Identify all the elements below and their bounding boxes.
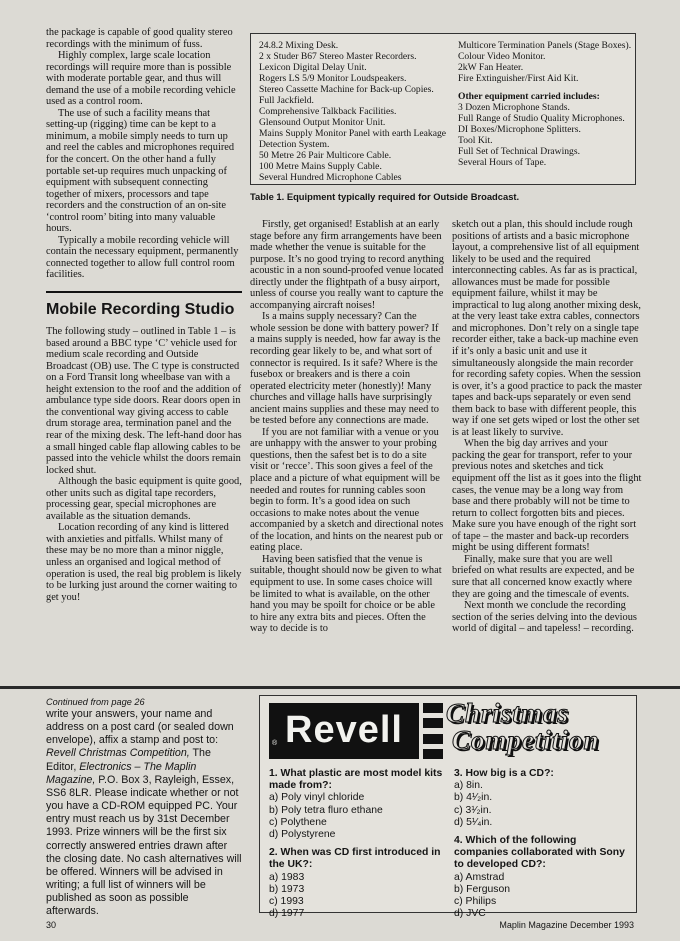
equipment-item: Full Jackfield. xyxy=(259,95,314,106)
equipment-item: Full Set of Technical Drawings. xyxy=(458,146,580,157)
answer-option: c) 1993 xyxy=(269,896,304,908)
equipment-item: 50 Metre 26 Pair Multicore Cable. xyxy=(259,150,392,161)
revell-logo: Revell xyxy=(269,703,419,759)
competition-instructions xyxy=(46,697,242,919)
equipment-list-column xyxy=(259,40,449,183)
right-text-column xyxy=(452,219,642,635)
paragraph: Although the basic equipment is quite good, other units such as digital tape recorders, processing gear, special microphones are available as the situation demands. xyxy=(46,476,242,522)
registered-mark: ® xyxy=(272,740,278,747)
continued-note: Continued from page 26 xyxy=(46,697,145,707)
page-number: 30 xyxy=(46,920,57,930)
instructions-text: The Editor, xyxy=(46,747,211,773)
equipment-item: Lexicon Digital Delay Unit. xyxy=(259,62,367,73)
equipment-item: 100 Metre Mains Supply Cable. xyxy=(259,161,382,172)
footer-magazine-issue: Maplin Magazine December 1993 xyxy=(499,920,634,930)
magazine-name: Electronics – The Maplin Magazine, xyxy=(46,760,197,786)
paragraph: Location recording of any kind is littered with anxieties and pitfalls. Whilst many of these may be no more than a minor niggle, unless an organised and logical method of operation is used, the real big problem is likely to be lurking just around the corner waiting to get you! xyxy=(46,522,242,603)
competition-name: Revell Christmas Competition, xyxy=(46,747,190,760)
paragraph: Is a mains supply necessary? Can the whole session be done with battery power? If a mains supply is needed, how far away is the recording gear likely to be, and what sort of connector is required. Is it safe? Where is the fusebox or breakers and is there a coin operated electricity meter (honestly)! Many churches and village halls have surprisingly ancient mains supplies and these may need to be tested before any connections are made. xyxy=(250,311,441,427)
title-line: Christmas xyxy=(446,698,570,728)
paragraph: sketch out a plan, this should include rough positions of artists and a basic microphone layout, a comprehensive list of all equipment likely to be used and the required interconnecting cables. As far as is practical, allowances must be made for possible equipment failure, whilst it may be impractical to lug along another mixing desk, at the very least take extra cables, connectors and microphones. Don’t rely on a single tape recorder either, take a back-up machine even if it’s only a basic unit and use it simultaneously alongside the main recorder for recording safety copies. When the session is over, it’s a good practice to pack the master tapes and back-ups separately or even send them back to base with different people, this way if one set gets wiped or lost the other set is at least likely to survive. xyxy=(452,219,643,438)
equipment-item: Glensound Output Monitor Unit. xyxy=(259,117,386,128)
answer-option: d) JVC xyxy=(454,908,486,920)
logo-bars-icon xyxy=(423,703,443,759)
competition-box xyxy=(259,695,637,920)
table-caption: Table 1. Equipment typically required for Outside Broadcast. xyxy=(250,191,520,202)
questions-column xyxy=(269,768,449,920)
section-divider xyxy=(0,686,680,689)
equipment-table-box xyxy=(250,33,636,185)
equipment-item: DI Boxes/Microphone Splitters. xyxy=(458,124,581,135)
paragraph: Highly complex, large scale location recordings will require more than is possible with moderate portable gear, and thus will demand the use of a mobile recording vehicle used as a control room. xyxy=(46,50,236,108)
question: 2. When was CD first introduced in the UK?: xyxy=(269,847,441,871)
answer-option: d) Polystyrene xyxy=(269,829,336,841)
answer-option: a) Poly vinyl chloride xyxy=(269,792,365,804)
paragraph: The following study – outlined in Table 1 – is based around a BBC type ‘C’ vehicle used for medium scale recording and Outside Broadcast (OB) use. The C type is constructed on a Ford Transit long wheelbase van with a height extension to the roof and the addition of ambulance type side doors. Rear doors open in the conventional way giving access to cable drum storage area, termination panel and the rear of the mixing desk. The left-hand door has a small hinged cable flap allowing cables to be passed into the vehicle whilst the doors remain locked shut. xyxy=(46,326,242,476)
paragraph: When the big day arrives and your packing the gear for transport, refer to your previous notes and sketches and tick equipment off the list as it goes into the flight cases, the venue may be a long way from base and there probably will not be time to return to collect forgotten bits and pieces. Make sure you have enough of the right sort of tape – the master and back-up recorders might be using different formats! xyxy=(452,438,642,554)
instructions-text: write your answers, your name and address on a post card (or sealed down envelope), affix a stamp and post to: xyxy=(46,708,234,747)
answer-option: c) Polythene xyxy=(269,816,327,828)
equipment-item: 2kW Fan Heater. xyxy=(458,62,524,73)
paragraph: Typically a mobile recording vehicle will contain the necessary equipment, permanently connected together to allow full control room facilities. xyxy=(46,234,239,281)
equipment-item: Full Range of Studio Quality Microphones. xyxy=(458,113,625,124)
answer-option: b) 1973 xyxy=(269,883,305,895)
question: 4. Which of the following companies collaborated with Sony to developed CD?: xyxy=(454,835,625,871)
question: 3. How big is a CD?: xyxy=(454,768,554,779)
section-heading: Mobile Recording Studio xyxy=(46,291,242,318)
paragraph: Next month we conclude the recording section of the series delving into the devious world of digital – and tapeless! – recording. xyxy=(452,600,637,635)
answer-option: a) Amstrad xyxy=(454,871,505,883)
equipment-item: Colour Video Monitor. xyxy=(458,51,546,62)
equipment-item: Fire Extinguisher/First Aid Kit. xyxy=(458,73,579,84)
answer-option: b) Poly tetra fluro ethane xyxy=(269,804,383,816)
questions-column xyxy=(454,768,630,920)
competition-title xyxy=(446,700,636,754)
equipment-item: 2 x Studer B67 Stereo Master Recorders. xyxy=(259,51,417,62)
paragraph: If you are not familiar with a venue or you are unhappy with the answer to your probing questions, then the safest bet is to do a site visit or ‘recce’. This soon gives a feel of the place and a picture of what equipment will be needed and routes for running cables soon begin to form. It’s a good idea on such occasions to make notes about the venue accompanied by a sketch and directional notes of the location, and hints on the nearest pub or eating place. xyxy=(250,426,444,554)
answer-option: a) 1983 xyxy=(269,871,305,883)
equipment-item: Comprehensive Talkback Facilities. xyxy=(259,106,397,117)
equipment-item: Rogers LS 5/9 Monitor Loudspeakers. xyxy=(259,73,407,84)
equipment-item: 3 Dozen Microphone Stands. xyxy=(458,102,570,113)
instructions-text: P.O. Box 3, Rayleigh, Essex, SS6 8LR. Please indicate whether or not you have a CD-ROM equipped PC. Your entry must reach us by 31st December 1993. Prize winners will be the first six correctly answered entries drawn after the closing date. No cash alternatives will be offered. Winners will be advised in writing; a full list of winners will be published as soon as possible afterwards. xyxy=(46,773,242,918)
equipment-item: Tool Kit. xyxy=(458,135,493,146)
answer-option: d) 1977 xyxy=(269,908,305,920)
middle-text-column xyxy=(250,219,444,635)
equipment-item: Several Hours of Tape. xyxy=(458,157,547,168)
other-equipment-heading: Other equipment carried includes: xyxy=(458,91,600,102)
equipment-item: 24.8.2 Mixing Desk. xyxy=(259,40,339,51)
paragraph: Finally, make sure that you are well briefed on what results are expected, and be sure that all concerned know exactly where they are going and the timescale of events. xyxy=(452,553,635,600)
paragraph: Having been satisfied that the venue is suitable, thought should now be given to what equipment to use. In some cases choice will be limited to what is available, on the other hand you may be spoilt for choice or be able to hire any extra bits and pieces. Often the way to decide is to xyxy=(250,553,442,635)
answer-option: a) 8in. xyxy=(454,780,483,792)
paragraph: the package is capable of good quality stereo recordings with the minimum of fuss. xyxy=(46,27,233,50)
equipment-item: Multicore Termination Panels (Stage Boxes). xyxy=(458,40,632,51)
title-line: Competition xyxy=(452,725,600,755)
answer-option: b) 4¹⁄₂in. xyxy=(454,792,493,804)
equipment-item: Several Hundred Microphone Cables xyxy=(259,172,402,183)
paragraph: The use of such a facility means that setting-up (rigging) time can be kept to a minimum, a mobile simply needs to turn up and reel the cables and microphones required for the concert. On the other hand a fully portable set-up requires much unpacking of equipment with subsequent connecting together of mixers, processors and tape recorders and the construction of an on-site ‘control room’ biting into many valuable hours. xyxy=(46,107,235,235)
question: 1. What plastic are most model kits made from?: xyxy=(269,768,443,792)
paragraph: Firstly, get organised! Establish at an early stage before any firm arrangements have been made whether the venue is suitable for the purpose. It’s no good trying to record anything acoustic in a non sound-proofed venue located directly under the flightpath of a busy airport, unless of course you really want to capture the accompanying aircraft noises! xyxy=(250,219,444,311)
equipment-list-column xyxy=(458,40,633,168)
answer-option: c) Philips xyxy=(454,896,497,908)
left-text-column xyxy=(46,27,242,603)
answer-option: b) Ferguson xyxy=(454,883,511,895)
equipment-item: Mains Supply Monitor Panel with earth Leakage Detection System. xyxy=(259,128,447,150)
answer-option: c) 3¹⁄₂in. xyxy=(454,804,492,816)
equipment-item: Stereo Cassette Machine for Back-up Copies. xyxy=(259,84,434,95)
answer-option: d) 5¹⁄₄in. xyxy=(454,816,493,828)
